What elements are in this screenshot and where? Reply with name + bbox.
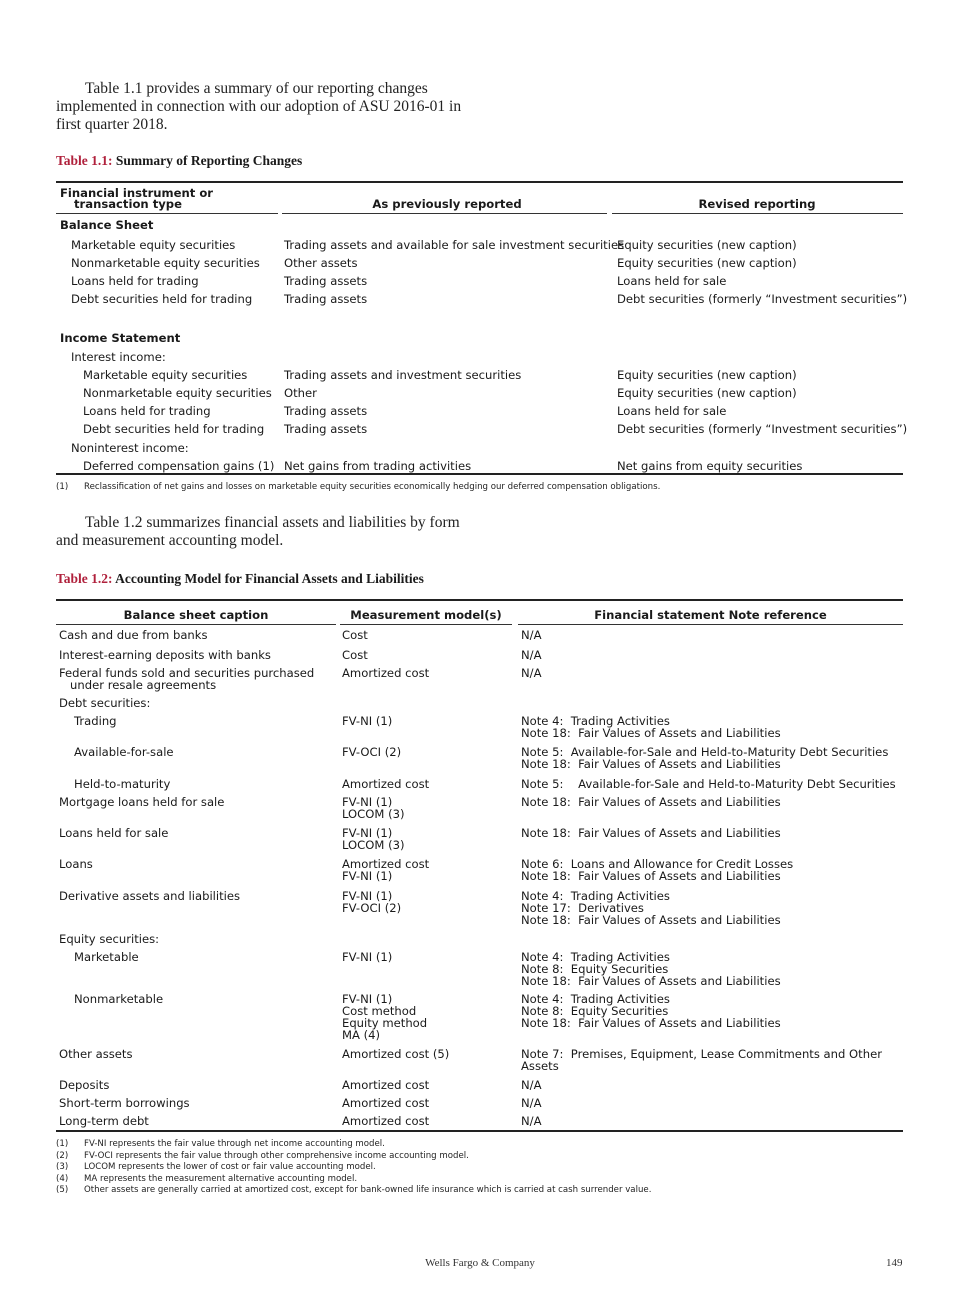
row-measurement-model: FV-NI (1) LOCOM (3) <box>342 826 405 852</box>
table-1-2-title <box>56 571 424 587</box>
col-header-caption: Balance sheet caption <box>123 608 269 622</box>
col-header-previous: As previously reported <box>372 197 522 211</box>
table-top-rule <box>56 181 903 183</box>
row-note-reference: Note 4: Trading Activities Note 18: Fair Values of Assets and Liabilities <box>521 714 781 740</box>
row-measurement-model: Cost <box>342 648 368 662</box>
row-caption: Other assets <box>59 1047 133 1061</box>
row-previous: Trading assets <box>284 422 368 436</box>
footnote <box>56 1162 651 1174</box>
row-measurement-model: Amortized cost <box>342 777 430 791</box>
row-measurement-model: FV-NI (1) <box>342 950 393 964</box>
row-measurement-model: Cost <box>342 628 368 642</box>
intro-paragraph-1 <box>56 80 476 134</box>
row-note-reference: Note 6: Loans and Allowance for Credit Losses Note 18: Fair Values of Assets and Liabilities <box>521 857 794 883</box>
row-caption: Short-term borrowings <box>59 1096 190 1110</box>
reporting-changes-table <box>56 181 908 477</box>
footnote-number: (3) <box>56 1162 69 1172</box>
row-caption: Equity securities: <box>59 932 160 946</box>
footnote-number: (2) <box>56 1150 69 1161</box>
subsection-interest-income: Interest income: <box>71 350 166 364</box>
row-measurement-model: FV-NI (1) LOCOM (3) <box>342 795 405 821</box>
footnote-text: Reclassification of net gains and losses on marketable equity securities economically hedging our deferred compensation obligations. <box>84 482 661 492</box>
row-measurement-model: FV-NI (1) FV-OCI (2) <box>342 889 402 915</box>
row-caption: Loans <box>59 857 93 871</box>
row-note-reference: Note 4: Trading Activities Note 8: Equity Securities Note 18: Fair Values of Assets and Liabilities <box>521 992 781 1030</box>
row-note-reference: Note 4: Trading Activities Note 8: Equity Securities Note 18: Fair Values of Assets and Liabilities <box>521 950 781 988</box>
intro-line: and measurement accounting model. <box>56 532 284 549</box>
col-header-instrument-2 <box>74 198 182 210</box>
row-note-reference: Note 7: Premises, Equipment, Lease Commitments and Other Assets <box>521 1047 882 1073</box>
row-previous: Trading assets <box>284 292 368 306</box>
row-instrument: Deferred compensation gains (1) <box>83 459 275 473</box>
row-note-reference: N/A <box>521 1078 542 1092</box>
row-instrument: Marketable equity securities <box>71 238 236 252</box>
table-bottom-rule <box>56 473 903 475</box>
row-previous: Other assets <box>284 256 358 270</box>
header-rule <box>340 624 512 625</box>
row-caption: Marketable <box>74 950 139 964</box>
row-note-reference: Note 5: Available-for-Sale and Held-to-Maturity Debt Securities <box>521 777 896 791</box>
table-top-rule <box>56 599 903 601</box>
row-caption: Cash and due from banks <box>59 628 208 642</box>
intro-paragraph-2 <box>56 514 476 550</box>
row-measurement-model: FV-NI (1) Cost method Equity method MA (4) <box>342 992 428 1042</box>
footnote-text: FV-OCI represents the fair value through other comprehensive income accounting model. <box>84 1150 469 1161</box>
row-note-reference: Note 4: Trading Activities Note 17: Derivatives Note 18: Fair Values of Assets and Liabilities <box>521 889 781 927</box>
row-measurement-model: Amortized cost <box>342 1078 430 1092</box>
footnote-text: LOCOM represents the lower of cost or fair value accounting model. <box>84 1162 376 1172</box>
footnote <box>56 1185 651 1197</box>
header-rule <box>56 624 336 625</box>
row-revised: Loans held for sale <box>617 404 727 418</box>
footnote-text: Other assets are generally carried at amortized cost, except for bank-owned life insurance which is carried at cash surrender value. <box>84 1185 652 1195</box>
accounting-model-table <box>56 599 903 1135</box>
intro-line: implemented in connection with our adoption of ASU 2016-01 in <box>56 98 462 115</box>
row-measurement-model: FV-NI (1) <box>342 714 393 728</box>
row-caption: Mortgage loans held for sale <box>59 795 225 809</box>
col-header-note-ref: Financial statement Note reference <box>594 608 827 622</box>
row-note-reference: Note 18: Fair Values of Assets and Liabilities <box>521 795 781 809</box>
row-revised: Loans held for sale <box>617 274 727 288</box>
row-revised: Equity securities (new caption) <box>617 386 797 400</box>
col-header-model: Measurement model(s) <box>350 608 502 622</box>
row-caption: Trading <box>74 714 117 728</box>
page-number: 149 <box>886 1257 903 1269</box>
footnote-number: (5) <box>56 1185 69 1195</box>
row-previous: Other <box>284 386 317 400</box>
row-caption: Held-to-maturity <box>74 777 171 791</box>
row-revised: Debt securities (formerly “Investment securities”) <box>617 422 908 436</box>
row-caption: Deposits <box>59 1078 110 1092</box>
row-caption: Nonmarketable <box>74 992 164 1006</box>
row-instrument: Nonmarketable equity securities <box>83 386 272 400</box>
col-header-revised: Revised reporting <box>698 197 816 211</box>
header-rule <box>518 624 903 625</box>
row-instrument: Loans held for trading <box>83 404 211 418</box>
footnote <box>56 1139 651 1151</box>
subsection-noninterest-income: Noninterest income: <box>71 441 189 455</box>
table-number: Table 1.2: <box>56 571 113 586</box>
intro-line: first quarter 2018. <box>56 116 168 133</box>
row-measurement-model: FV-OCI (2) <box>342 745 402 759</box>
row-instrument: Marketable equity securities <box>83 368 248 382</box>
row-measurement-model: Amortized cost <box>342 666 430 680</box>
section-balance-sheet: Balance Sheet <box>60 218 154 232</box>
header-line: transaction type <box>74 197 182 211</box>
footnote-number: (4) <box>56 1173 69 1184</box>
row-instrument: Debt securities held for trading <box>71 292 253 306</box>
footnote <box>56 1151 651 1163</box>
row-caption: Interest-earning deposits with banks <box>59 648 271 662</box>
row-note-reference: N/A <box>521 666 542 680</box>
row-caption: Federal funds sold and securities purchased under resale agreements <box>59 666 315 692</box>
header-rule <box>282 213 607 214</box>
row-measurement-model: Amortized cost <box>342 1096 430 1110</box>
row-caption: Derivative assets and liabilities <box>59 889 241 903</box>
intro-line: Table 1.1 provides a summary of our reporting changes <box>85 80 428 97</box>
row-previous: Trading assets <box>284 274 368 288</box>
row-caption: Loans held for sale <box>59 826 169 840</box>
row-caption: Debt securities: <box>59 696 151 710</box>
footnote-text: FV-NI represents the fair value through net income accounting model. <box>84 1139 385 1149</box>
table-title-text: Accounting Model for Financial Assets and Liabilities <box>115 571 424 586</box>
header-rule <box>612 213 903 214</box>
row-revised: Debt securities (formerly “Investment securities”) <box>617 292 908 306</box>
row-instrument: Debt securities held for trading <box>83 422 265 436</box>
row-caption: Available-for-sale <box>74 745 174 759</box>
row-previous: Trading assets and available for sale investment securities <box>284 238 625 252</box>
table-bottom-rule <box>56 1130 903 1132</box>
row-instrument: Loans held for trading <box>71 274 199 288</box>
row-revised: Equity securities (new caption) <box>617 256 797 270</box>
row-note-reference: N/A <box>521 1114 542 1128</box>
row-instrument: Nonmarketable equity securities <box>71 256 260 270</box>
footnote-text: MA represents the measurement alternative accounting model. <box>84 1173 358 1184</box>
row-revised: Equity securities (new caption) <box>617 238 797 252</box>
table-1-1-footnote <box>56 482 660 494</box>
row-measurement-model: Amortized cost (5) <box>342 1047 450 1061</box>
header-line: Financial instrument or <box>60 186 214 200</box>
row-measurement-model: Amortized cost FV-NI (1) <box>342 857 430 883</box>
row-caption: Long-term debt <box>59 1114 149 1128</box>
section-income-statement: Income Statement <box>60 331 181 345</box>
table-1-1-title <box>56 153 302 169</box>
table-1-2-footnotes <box>56 1139 651 1197</box>
table-number: Table 1.1: <box>56 153 113 168</box>
row-note-reference: N/A <box>521 648 542 662</box>
row-note-reference: Note 18: Fair Values of Assets and Liabilities <box>521 826 781 840</box>
row-revised: Net gains from equity securities <box>617 459 803 473</box>
row-note-reference: Note 5: Available-for-Sale and Held-to-Maturity Debt Securities Note 18: Fair Values of Assets and Liabilities <box>521 745 889 771</box>
footer-company: Wells Fargo & Company <box>425 1257 535 1269</box>
footnote-number: (1) <box>56 1139 69 1149</box>
row-note-reference: N/A <box>521 1096 542 1110</box>
footnote <box>56 1174 651 1186</box>
row-note-reference: N/A <box>521 628 542 642</box>
table-title-text: Summary of Reporting Changes <box>115 153 303 168</box>
footnote-number: (1) <box>56 482 69 492</box>
row-measurement-model: Amortized cost <box>342 1114 430 1128</box>
row-previous: Trading assets <box>284 404 368 418</box>
row-revised: Equity securities (new caption) <box>617 368 797 382</box>
row-previous: Net gains from trading activities <box>284 459 472 473</box>
row-previous: Trading assets and investment securities <box>284 368 522 382</box>
intro-line: Table 1.2 summarizes financial assets and liabilities by form <box>85 514 460 531</box>
header-rule <box>56 213 278 214</box>
